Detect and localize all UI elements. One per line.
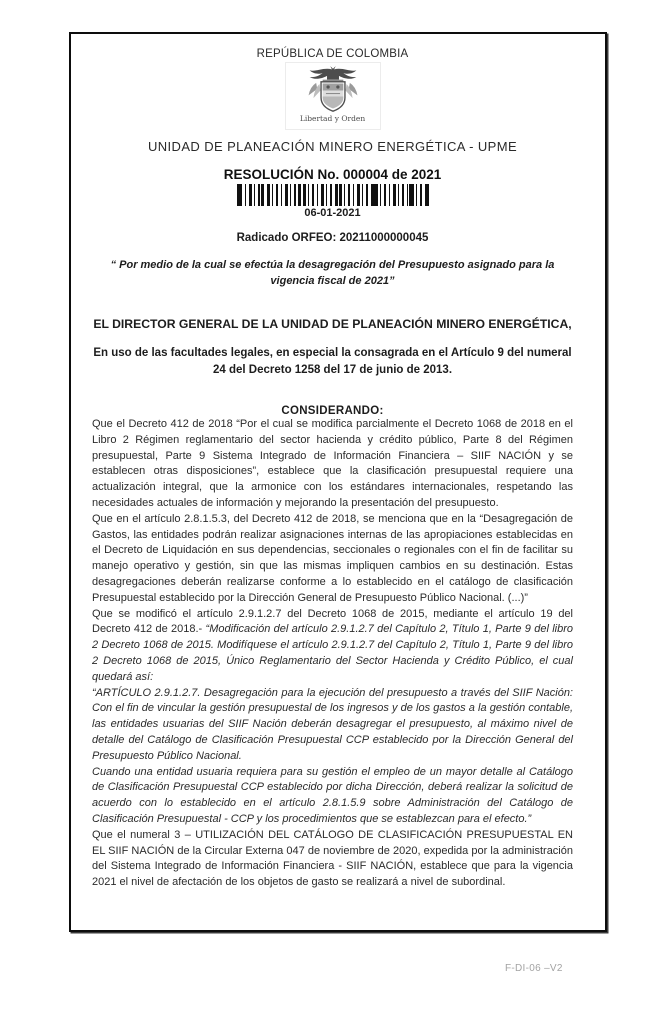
- paragraph-decree-412: Que el Decreto 412 de 2018 “Por el cual se modifica parcialmente el Decreto 1068 de 2018 en el Libro 2 Régimen reglamentario del sector hacienda y crédito público, Parte 8 del Régimen presupuestal, Parte 9 Sistema Integrado de Información Financiera – SIIF NACIÓN y se establecen otras disposiciones”, establece que la clasificación presupuestal requiere una actualización integral, que la armonice con los estándares internacionales, respetando las necesidades actuales de información y mejorando la presentación del presupuesto.: [92, 418, 573, 509]
- coat-of-arms-caption: Libertad y Orden: [299, 114, 366, 123]
- quote-article-disaggregation: “ARTÍCULO 2.9.1.2.7. Desagregación para la ejecución del presupuesto a través del SIIF Nación: Con el fin de vincular la gestión presupuestal de los ingresos y de los gastos a la gestión contable, las entidades usuarias del SIIF Nación deberán desagregar el presupuesto, al máximo nivel de detalle del Catálogo de Clasificación Presupuestal CCP establecido por la Dirección General del Presupuesto Público Nacional.: [92, 686, 573, 762]
- paragraph-circular-047: Que el numeral 3 – UTILIZACIÓN DEL CATÁLOGO DE CLASIFICACIÓN PRESUPUESTAL EN EL SIIF NACIÓN de la Circular Externa 047 de noviembre de 2020, expedida por la administración del Sistema Integrado de Información Financiera - SIIF NACIÓN, establece que para la vigencia 2021 el nivel de afectación de los objetos de gasto se realizará a nivel de subordinal.: [92, 828, 573, 889]
- coat-of-arms-icon: [305, 65, 361, 115]
- resolution-subject: “ Por medio de la cual se efectúa la desagregación del Presupuesto asignado para la vigencia fiscal de 2021”: [110, 259, 555, 287]
- barcode: [237, 184, 429, 206]
- form-code: F-DI-06 –V2: [505, 963, 563, 974]
- barcode-date: 06-01-2021: [304, 207, 361, 219]
- paragraph-article-29127: [92, 607, 573, 686]
- paragraph-article-29127-intro: Que se modificó el artículo 2.9.1.2.7 del Decreto 1068 de 2015, mediante el artículo 19 del Decreto 412 de 2018.-: [92, 607, 573, 636]
- legal-powers-statement: En uso de las facultades legales, en especial la consagrada en el Artículo 9 del numeral 24 del Decreto 1258 del 17 de junio de 2013.: [93, 347, 572, 376]
- coat-of-arms: [285, 62, 381, 130]
- resolution-title: RESOLUCIÓN No. 000004 de 2021: [223, 167, 442, 182]
- radicado-number: Radicado ORFEO: 20211000000045: [236, 232, 429, 244]
- republic-heading: REPÚBLICA DE COLOMBIA: [256, 48, 409, 60]
- issuer-heading: EL DIRECTOR GENERAL DE LA UNIDAD DE PLANEACIÓN MINERO ENERGÉTICA,: [93, 317, 572, 331]
- paragraph-article-28153: Que en el artículo 2.8.1.5.3, del Decreto 412 de 2018, se menciona que en la “Desagregación de Gastos, las entidades podrán realizar asignaciones internas de las apropiaciones establecidas en el Decreto de Liquidación en sus dependencias, seccionales o regionales con el fin de facilitar su manejo operativo y gestión, sin que las mismas impliquen cambios en su destinación. Estas desagregaciones deberán realizarse conforme a lo establecido en el catálogo de clasificación Presupuestal establecido por la Dirección General de Presupuesto Público Nacional. (...)”: [92, 512, 573, 604]
- quote-article-detail-request: Cuando una entidad usuaria requiera para su gestión el empleo de un mayor detalle al Catálogo de Clasificación Presupuestal CCP establecido por dicha Dirección, deberá realizar la solicitud de acuerdo con lo establecido en el artículo 2.8.1.5.9 sobre Administración del Catálogo de Clasificación Presupuestal - CCP y los procedimientos que se establezcan para el efecto.”: [92, 765, 573, 825]
- paragraph-article-29127-quote: “Modificación del artículo 2.9.1.2.7 del Capítulo 2, Título 1, Parte 9 del libro 2 Decreto 1068 de 2015. Modifíquese el artículo 2.9.1.2.7 del Capítulo 2, Título 1, Parte 9 del libro 2 Decreto 1068 de 2015, Único Reglamentario del Sector Hacienda y Crédito Público, el cual quedará así:: [92, 623, 573, 683]
- entity-name: UNIDAD DE PLANEACIÓN MINERO ENERGÉTICA - UPME: [147, 139, 518, 154]
- considering-heading: CONSIDERANDO:: [281, 405, 384, 417]
- document-frame: [69, 32, 607, 932]
